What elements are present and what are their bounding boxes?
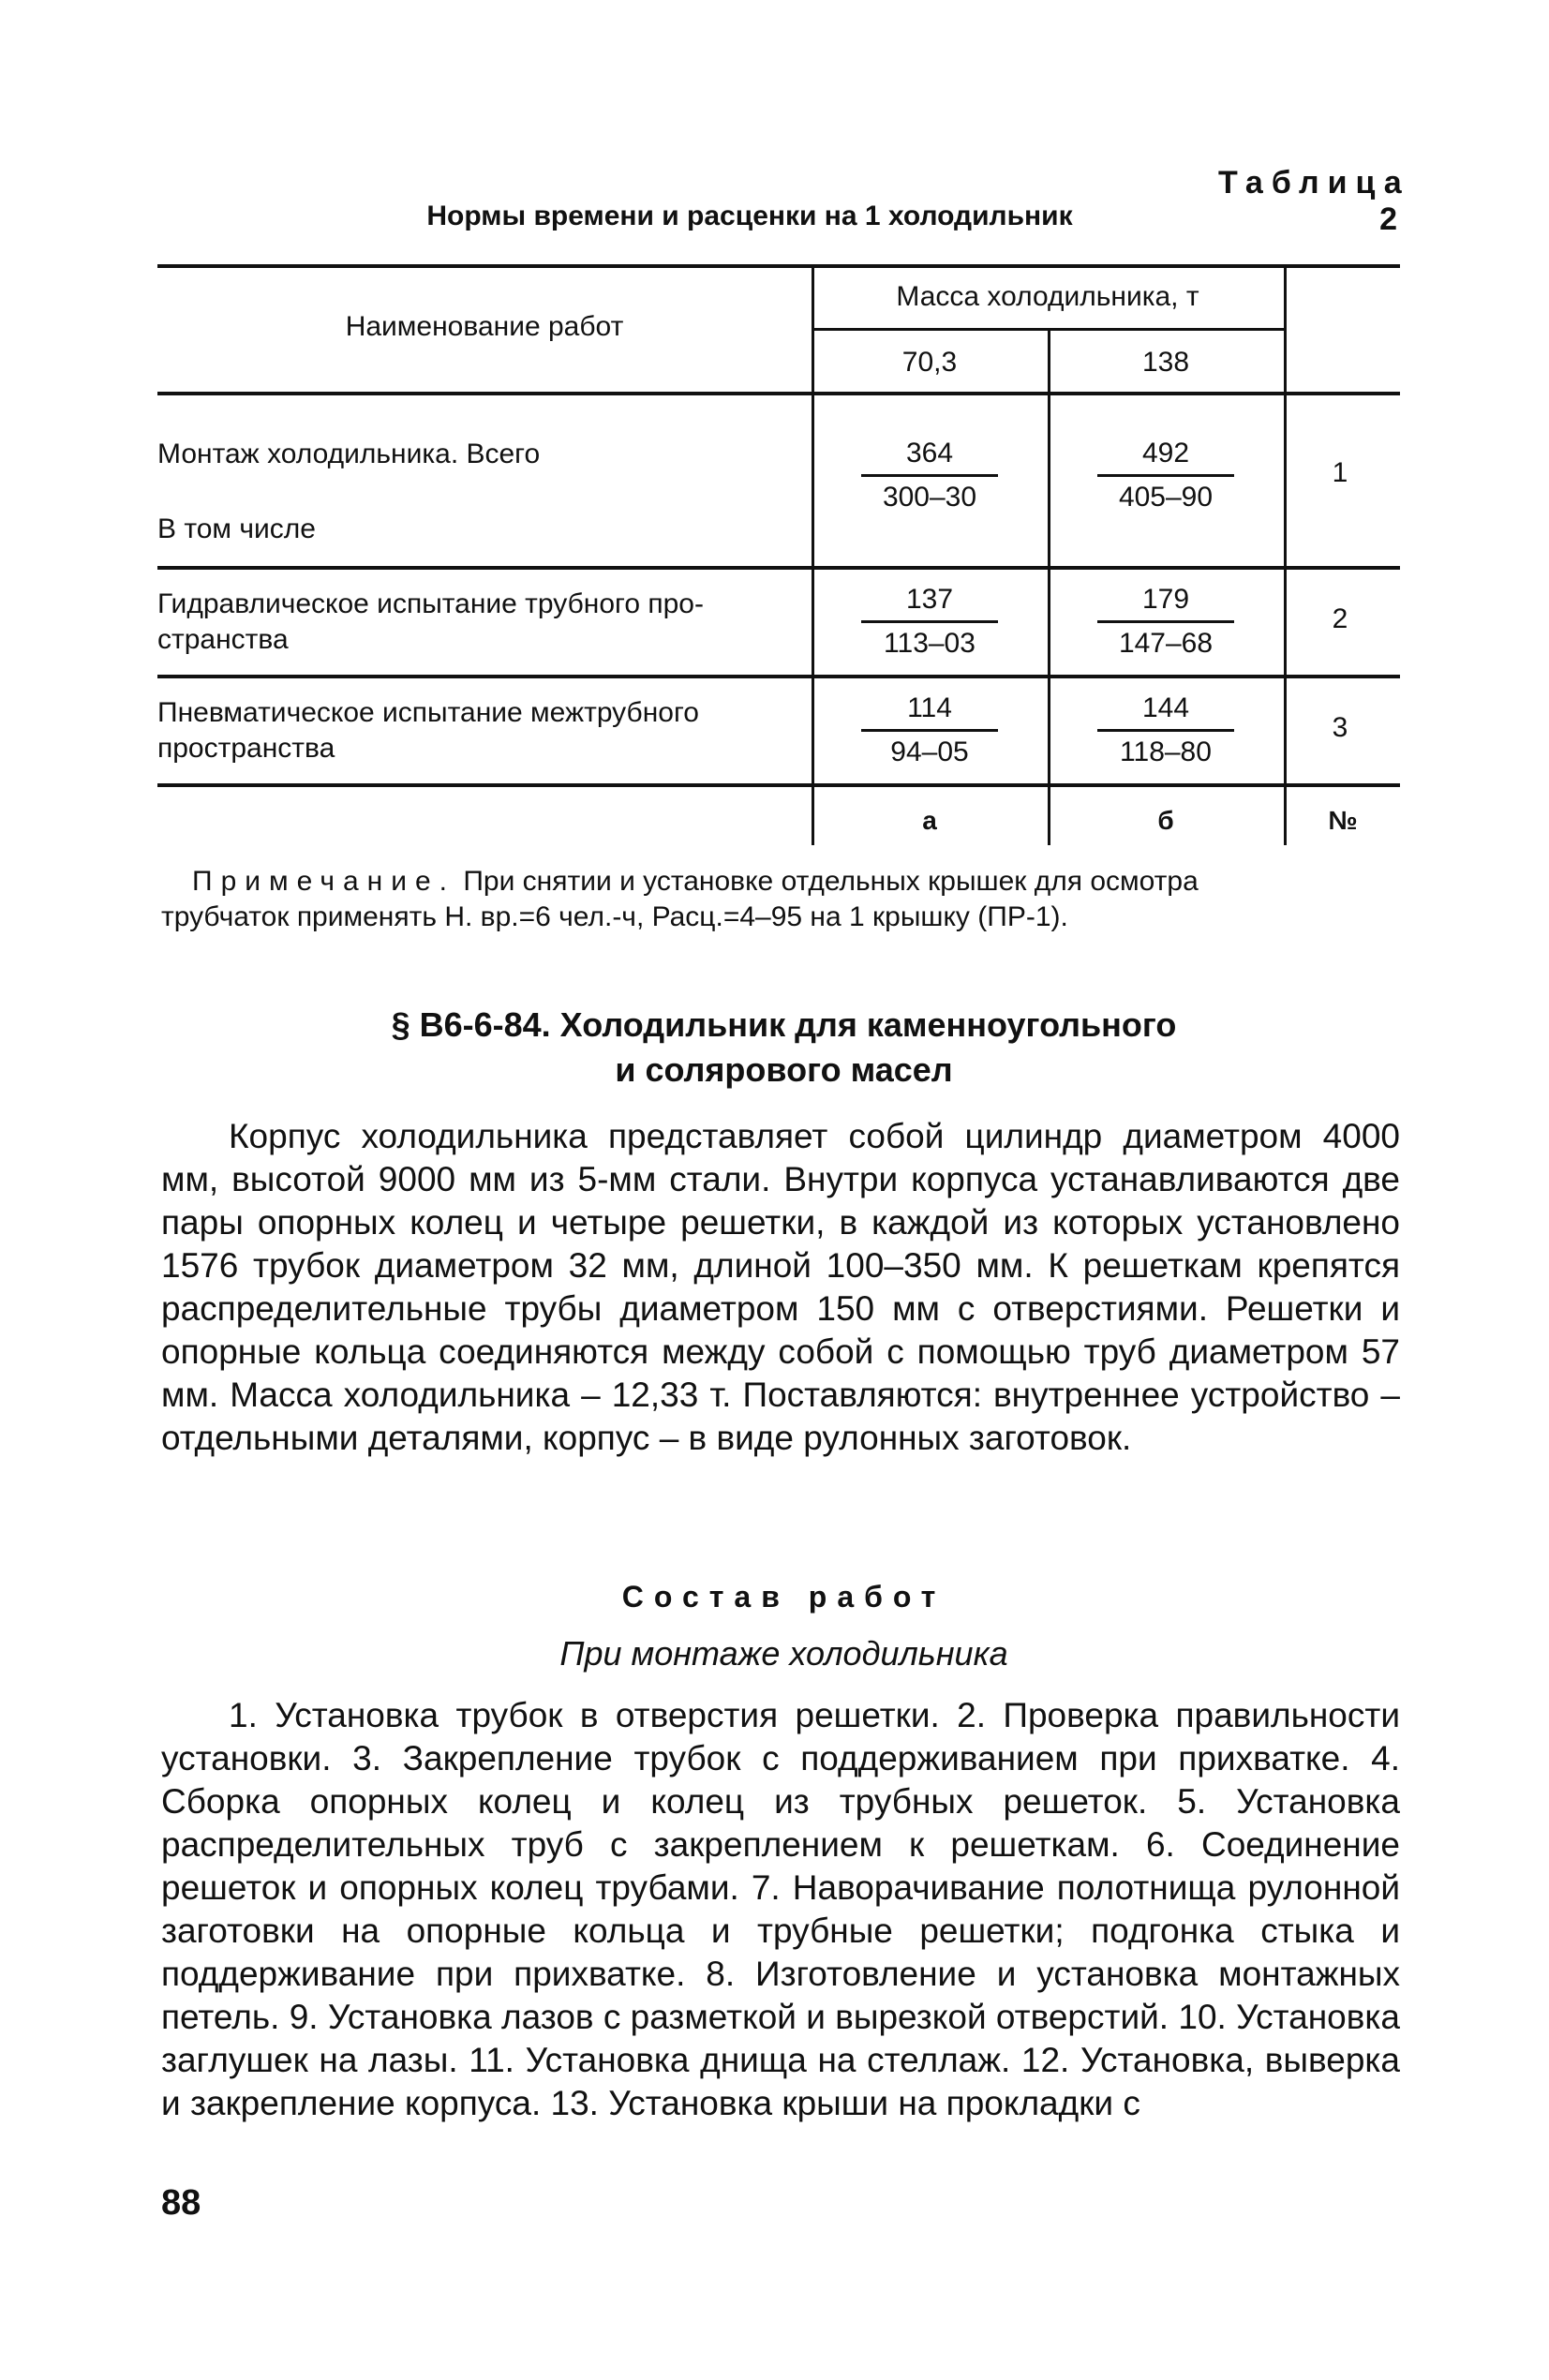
section-title-line: § В6-6-84. Холодильник для каменноугольного <box>391 1005 1177 1044</box>
time-norm: 144 <box>1141 692 1190 723</box>
header-mass-a: 70,3 <box>901 347 958 378</box>
table-title: Нормы времени и расценки на 1 холодильник <box>426 201 1073 231</box>
section-title <box>169 1003 1399 1093</box>
column-id-b: б <box>1157 806 1174 835</box>
row-name-line: пространства <box>157 733 335 764</box>
row-name-line: Гидравлическое испытание трубного про- <box>157 588 704 619</box>
table-bottom-rule <box>157 783 1400 787</box>
table-row-rule <box>157 675 1400 678</box>
composition-text: 1. Установка трубок в отверстия решетки. 2. Проверка правильности установки. 3. Закрепление трубок с поддерживанием при прихватке. 4. Сборка опорных колец и колец из трубных решеток. 5. Установка распределительных труб с закреплением к решеткам. 6. Соединение решеток и опорных колец трубами. 7. Наворачивание полотнища рулонной заготовки на опорные кольца и трубные решетки; подгонка стыка и поддерживание при прихватке. 8. Изготовление и установка монтажных петель. 9. Установка лазов с разметкой и вырезкой отверстий. 10. Установка заглушек на лазы. 11. Установка днища на стеллаж. 12. Установка, выверка и закрепление корпуса. 13. Установка крыши на прокладки с <box>161 1696 1400 2122</box>
time-norm: 137 <box>905 584 954 615</box>
table-top-rule <box>157 264 1400 268</box>
note-line <box>192 864 1401 900</box>
table-label: Таблица 2 <box>1218 165 1410 237</box>
price-rate: 300–30 <box>882 482 977 513</box>
time-norm: 179 <box>1141 584 1190 615</box>
column-id-a: а <box>922 806 937 835</box>
header-subdivider <box>812 328 1284 331</box>
price-rate: 147–68 <box>1118 628 1214 659</box>
value-b <box>1050 433 1281 518</box>
time-norm: 492 <box>1141 438 1190 469</box>
note-label: Примечание. <box>192 866 455 897</box>
description-paragraph <box>161 1115 1400 1460</box>
value-a <box>814 688 1045 773</box>
price-rate: 94–05 <box>890 736 969 767</box>
row-name-line: странства <box>157 624 289 655</box>
value-a <box>814 579 1045 664</box>
column-id-number: № <box>1328 806 1358 835</box>
header-mass-b: 138 <box>1141 347 1190 378</box>
table-note <box>161 864 1401 935</box>
note-text: При снятии и установке отдельных крышек для осмотра <box>454 866 1199 897</box>
paragraph-text: Корпус холодильника представляет собой цилиндр диаметром 4000 мм, высотой 9000 мм из 5-мм стали. Внутри корпуса устанавливаются две пары опорных колец и четыре решетки, в каждой из которых установлено 1576 трубок диаметром 32 мм, длиной 100–350 мм. К решеткам крепятся распределительные трубы диаметром 150 мм с отверстиями. Решетки и опорные кольца соединяются между собой с помощью труб диаметром 57 мм. Масса холодильника – 12,33 т. Поставляются: внутреннее устройство – отдельными деталями, корпус – в виде рулонных заготовок. <box>161 1117 1400 1457</box>
row-number: 3 <box>1332 712 1348 743</box>
row-name <box>157 695 795 766</box>
time-norm: 114 <box>907 692 952 723</box>
value-a <box>814 433 1045 518</box>
header-mass: Масса холодильника, т <box>896 281 1199 312</box>
value-b <box>1050 688 1281 773</box>
value-b <box>1050 579 1281 664</box>
row-number: 2 <box>1332 603 1348 634</box>
row-subtitle: В том числе <box>157 513 316 544</box>
row-number: 1 <box>1332 457 1348 488</box>
time-norm: 364 <box>905 438 954 469</box>
row-name: Монтаж холодильника. Всего <box>157 439 541 469</box>
composition-subheading: При монтаже холодильника <box>559 1634 1008 1673</box>
table-row-rule <box>157 566 1400 570</box>
row-name-line: Пневматическое испытание межтрубного <box>157 697 699 728</box>
column-divider <box>1284 264 1287 845</box>
price-rate: 113–03 <box>884 628 976 659</box>
page-number: 88 <box>161 2183 201 2223</box>
header-work-name: Наименование работ <box>345 311 624 342</box>
table-header-rule <box>157 392 1400 395</box>
price-rate: 118–80 <box>1120 736 1212 767</box>
composition-list <box>161 1694 1400 2125</box>
price-rate: 405–90 <box>1118 482 1214 513</box>
section-title-line: и солярового масел <box>615 1050 953 1089</box>
composition-heading: Состав работ <box>621 1580 946 1614</box>
row-name <box>157 587 795 658</box>
note-line: трубчаток применять Н. вр.=6 чел.-ч, Расц.=4–95 на 1 крышку (ПР-1). <box>161 901 1068 932</box>
